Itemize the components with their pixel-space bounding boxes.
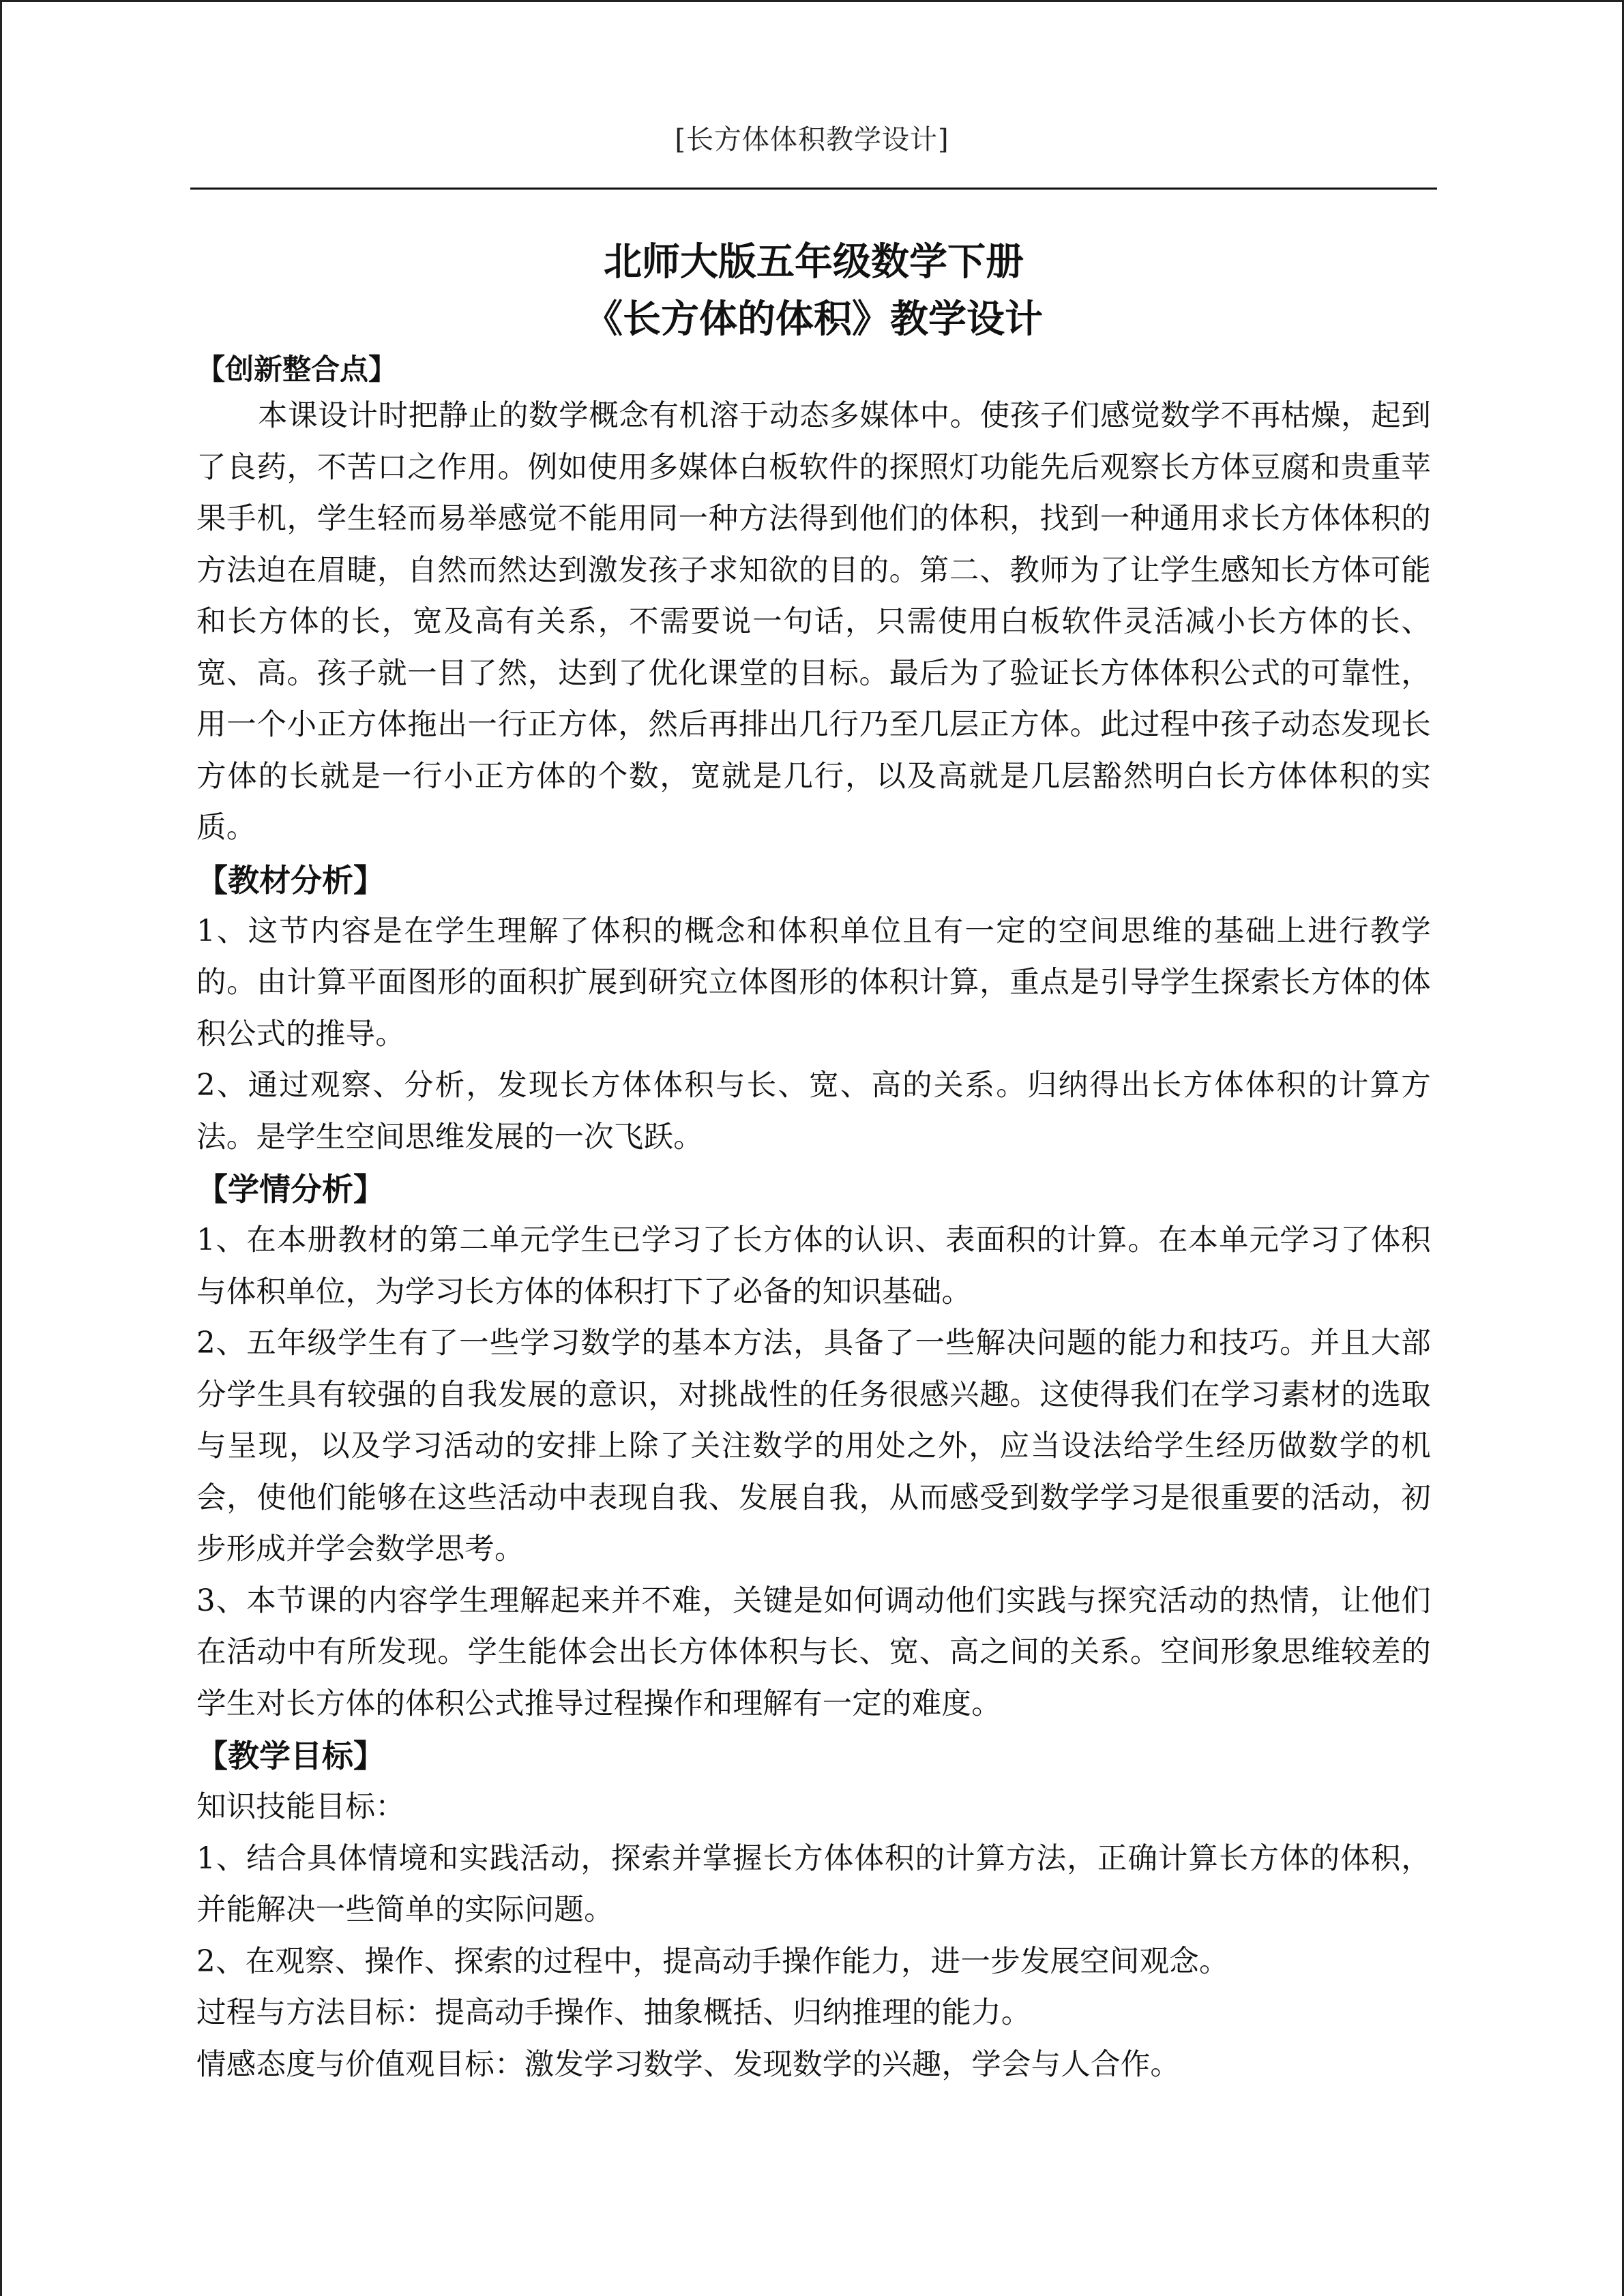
running-header: [长方体体积教学设计] <box>675 124 949 155</box>
emotion-value-objective: 情感态度与价值观目标：激发学习数学、发现数学的兴趣，学会与人合作。 <box>196 2047 1181 2082</box>
student-paragraph-3: 3、本节课的内容学生理解起来并不难，关键是如何调动他们实践与探究活动的热情，让他们在活动中有所发现。学生能体会出长方体体积与长、宽、高之间的关系。空间形象思维较差的学生对长方体的体积公式推导过程操作和理解有一定的难度。 <box>196 1583 1431 1721</box>
header-divider <box>190 188 1437 190</box>
section-innovation <box>196 348 1431 854</box>
section-heading-innovation: 【创新整合点】 <box>196 353 398 386</box>
student-paragraph-2: 2、五年级学生有了一些学习数学的基本方法，具备了一些解决问题的能力和技巧。并且大部分学生具有较强的自我发展的意识，对挑战性的任务很感兴趣。这使得我们在学习素材的选取与呈现，以及学习活动的安排上除了关注数学的用处之外，应当设法给学生经历做数学的机会，使他们能够在这些活动中表现自我、发展自我，从而感受到数学学习是很重要的活动，初步形成并学会数学思考。 <box>196 1326 1431 1566</box>
section-textbook-analysis <box>196 854 1431 1164</box>
section-heading-textbook-analysis: 【教材分析】 <box>196 861 385 899</box>
knowledge-objective-2: 2、在观察、操作、探索的过程中，提高动手操作能力，进一步发展空间观念。 <box>196 1944 1229 1979</box>
textbook-paragraph-2: 2、通过观察、分析，发现长方体体积与长、宽、高的关系。归纳得出长方体体积的计算方法。是学生空间思维发展的一次飞跃。 <box>196 1069 1431 1154</box>
knowledge-objective-1: 1、结合具体情境和实践活动，探索并掌握长方体体积的计算方法，正确计算长方体的体积，并能解决一些简单的实际问题。 <box>196 1841 1431 1927</box>
section-heading-student-analysis: 【学情分析】 <box>196 1171 385 1208</box>
section-heading-teaching-objectives: 【教学目标】 <box>196 1738 385 1774</box>
document-title-line-1: 北师大版五年级数学下册 <box>604 240 1024 284</box>
document-body <box>196 234 1431 2091</box>
section-teaching-objectives <box>196 1730 1431 2091</box>
section-student-analysis <box>196 1163 1431 1730</box>
student-paragraph-1: 1、在本册教材的第二单元学生已学习了长方体的认识、表面积的计算。在本单元学习了体积与体积单位，为学习长方体的体积打下了必备的知识基础。 <box>196 1223 1431 1309</box>
textbook-paragraph-1: 1、这节内容是在学生理解了体积的概念和体积单位且有一定的空间思维的基础上进行教学的。由计算平面图形的面积扩展到研究立体图形的体积计算，重点是引导学生探索长方体的体积公式的推导。 <box>196 914 1431 1052</box>
process-method-objective: 过程与方法目标：提高动手操作、抽象概括、归纳推理的能力。 <box>196 1996 1031 2030</box>
knowledge-objectives-label: 知识技能目标： <box>196 1790 405 1824</box>
document-title-line-2: 《长方体的体积》教学设计 <box>585 297 1043 342</box>
innovation-paragraph: 本课设计时把静止的数学概念有机溶于动态多媒体中。使孩子们感觉数学不再枯燥，起到了良药，不苦口之作用。例如使用多媒体白板软件的探照灯功能先后观察长方体豆腐和贵重苹果手机，学生轻而易举感觉不能用同一种方法得到他们的体积，找到一种通用求长方体体积的方法迫在眉睫，自然而然达到激发孩子求知欲的目的。第二、教师为了让学生感知长方体可能和长方体的长，宽及高有关系，不需要说一句话，只需使用白板软件灵活减小长方体的长、宽、高。孩子就一目了然，达到了优化课堂的目标。最后为了验证长方体体积公式的可靠性，用一个小正方体拖出一行正方体，然后再排出几行乃至几层正方体。此过程中孩子动态发现长方体的长就是一行小正方体的个数，宽就是几行，以及高就是几层豁然明白长方体体积的实质。 <box>196 399 1431 845</box>
